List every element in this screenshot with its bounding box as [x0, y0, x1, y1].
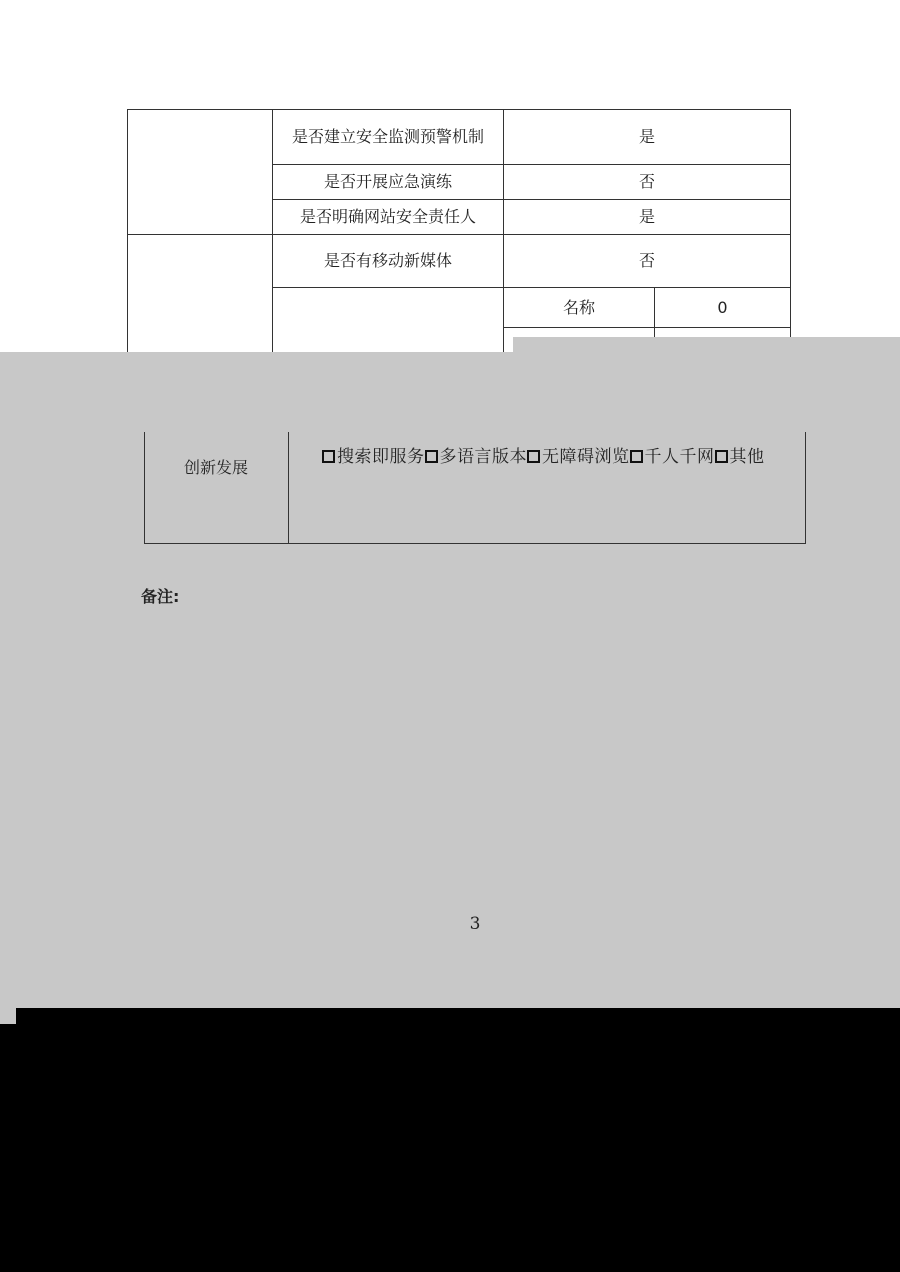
gray-overlay — [513, 337, 900, 432]
black-region — [0, 1024, 20, 1272]
black-region — [16, 1008, 900, 1272]
answer-cell: 否 — [504, 235, 791, 288]
checkbox-icon[interactable] — [425, 450, 438, 463]
page-number: 3 — [469, 914, 481, 934]
question-cell: 是否明确网站安全责任人 — [273, 200, 504, 235]
checkbox-icon[interactable] — [715, 450, 728, 463]
checkbox-icon[interactable] — [630, 450, 643, 463]
security-table — [127, 109, 791, 368]
note-label: 备注: — [141, 587, 180, 606]
option-label: 搜索即服务 — [337, 447, 425, 467]
section-label-cell — [128, 110, 273, 235]
table-divider — [288, 432, 289, 544]
section-label-cell — [128, 235, 273, 368]
question-cell: 是否建立安全监测预警机制 — [273, 110, 504, 165]
option-label: 多语言版本 — [439, 447, 527, 467]
answer-cell: 是 — [504, 200, 791, 235]
option-label: 千人千网 — [644, 447, 715, 467]
option-label: 其他 — [729, 447, 765, 467]
checkbox-icon[interactable] — [527, 450, 540, 463]
media-name-value: 0 — [655, 288, 791, 328]
answer-cell: 否 — [504, 165, 791, 200]
innovation-options — [322, 442, 765, 467]
question-cell: 是否有移动新媒体 — [273, 235, 504, 288]
question-cell: 是否开展应急演练 — [273, 165, 504, 200]
innovation-label: 创新发展 — [183, 458, 248, 477]
media-name-label: 名称 — [504, 288, 655, 328]
answer-cell: 是 — [504, 110, 791, 165]
option-label: 无障碍浏览 — [542, 447, 630, 467]
checkbox-icon[interactable] — [322, 450, 335, 463]
